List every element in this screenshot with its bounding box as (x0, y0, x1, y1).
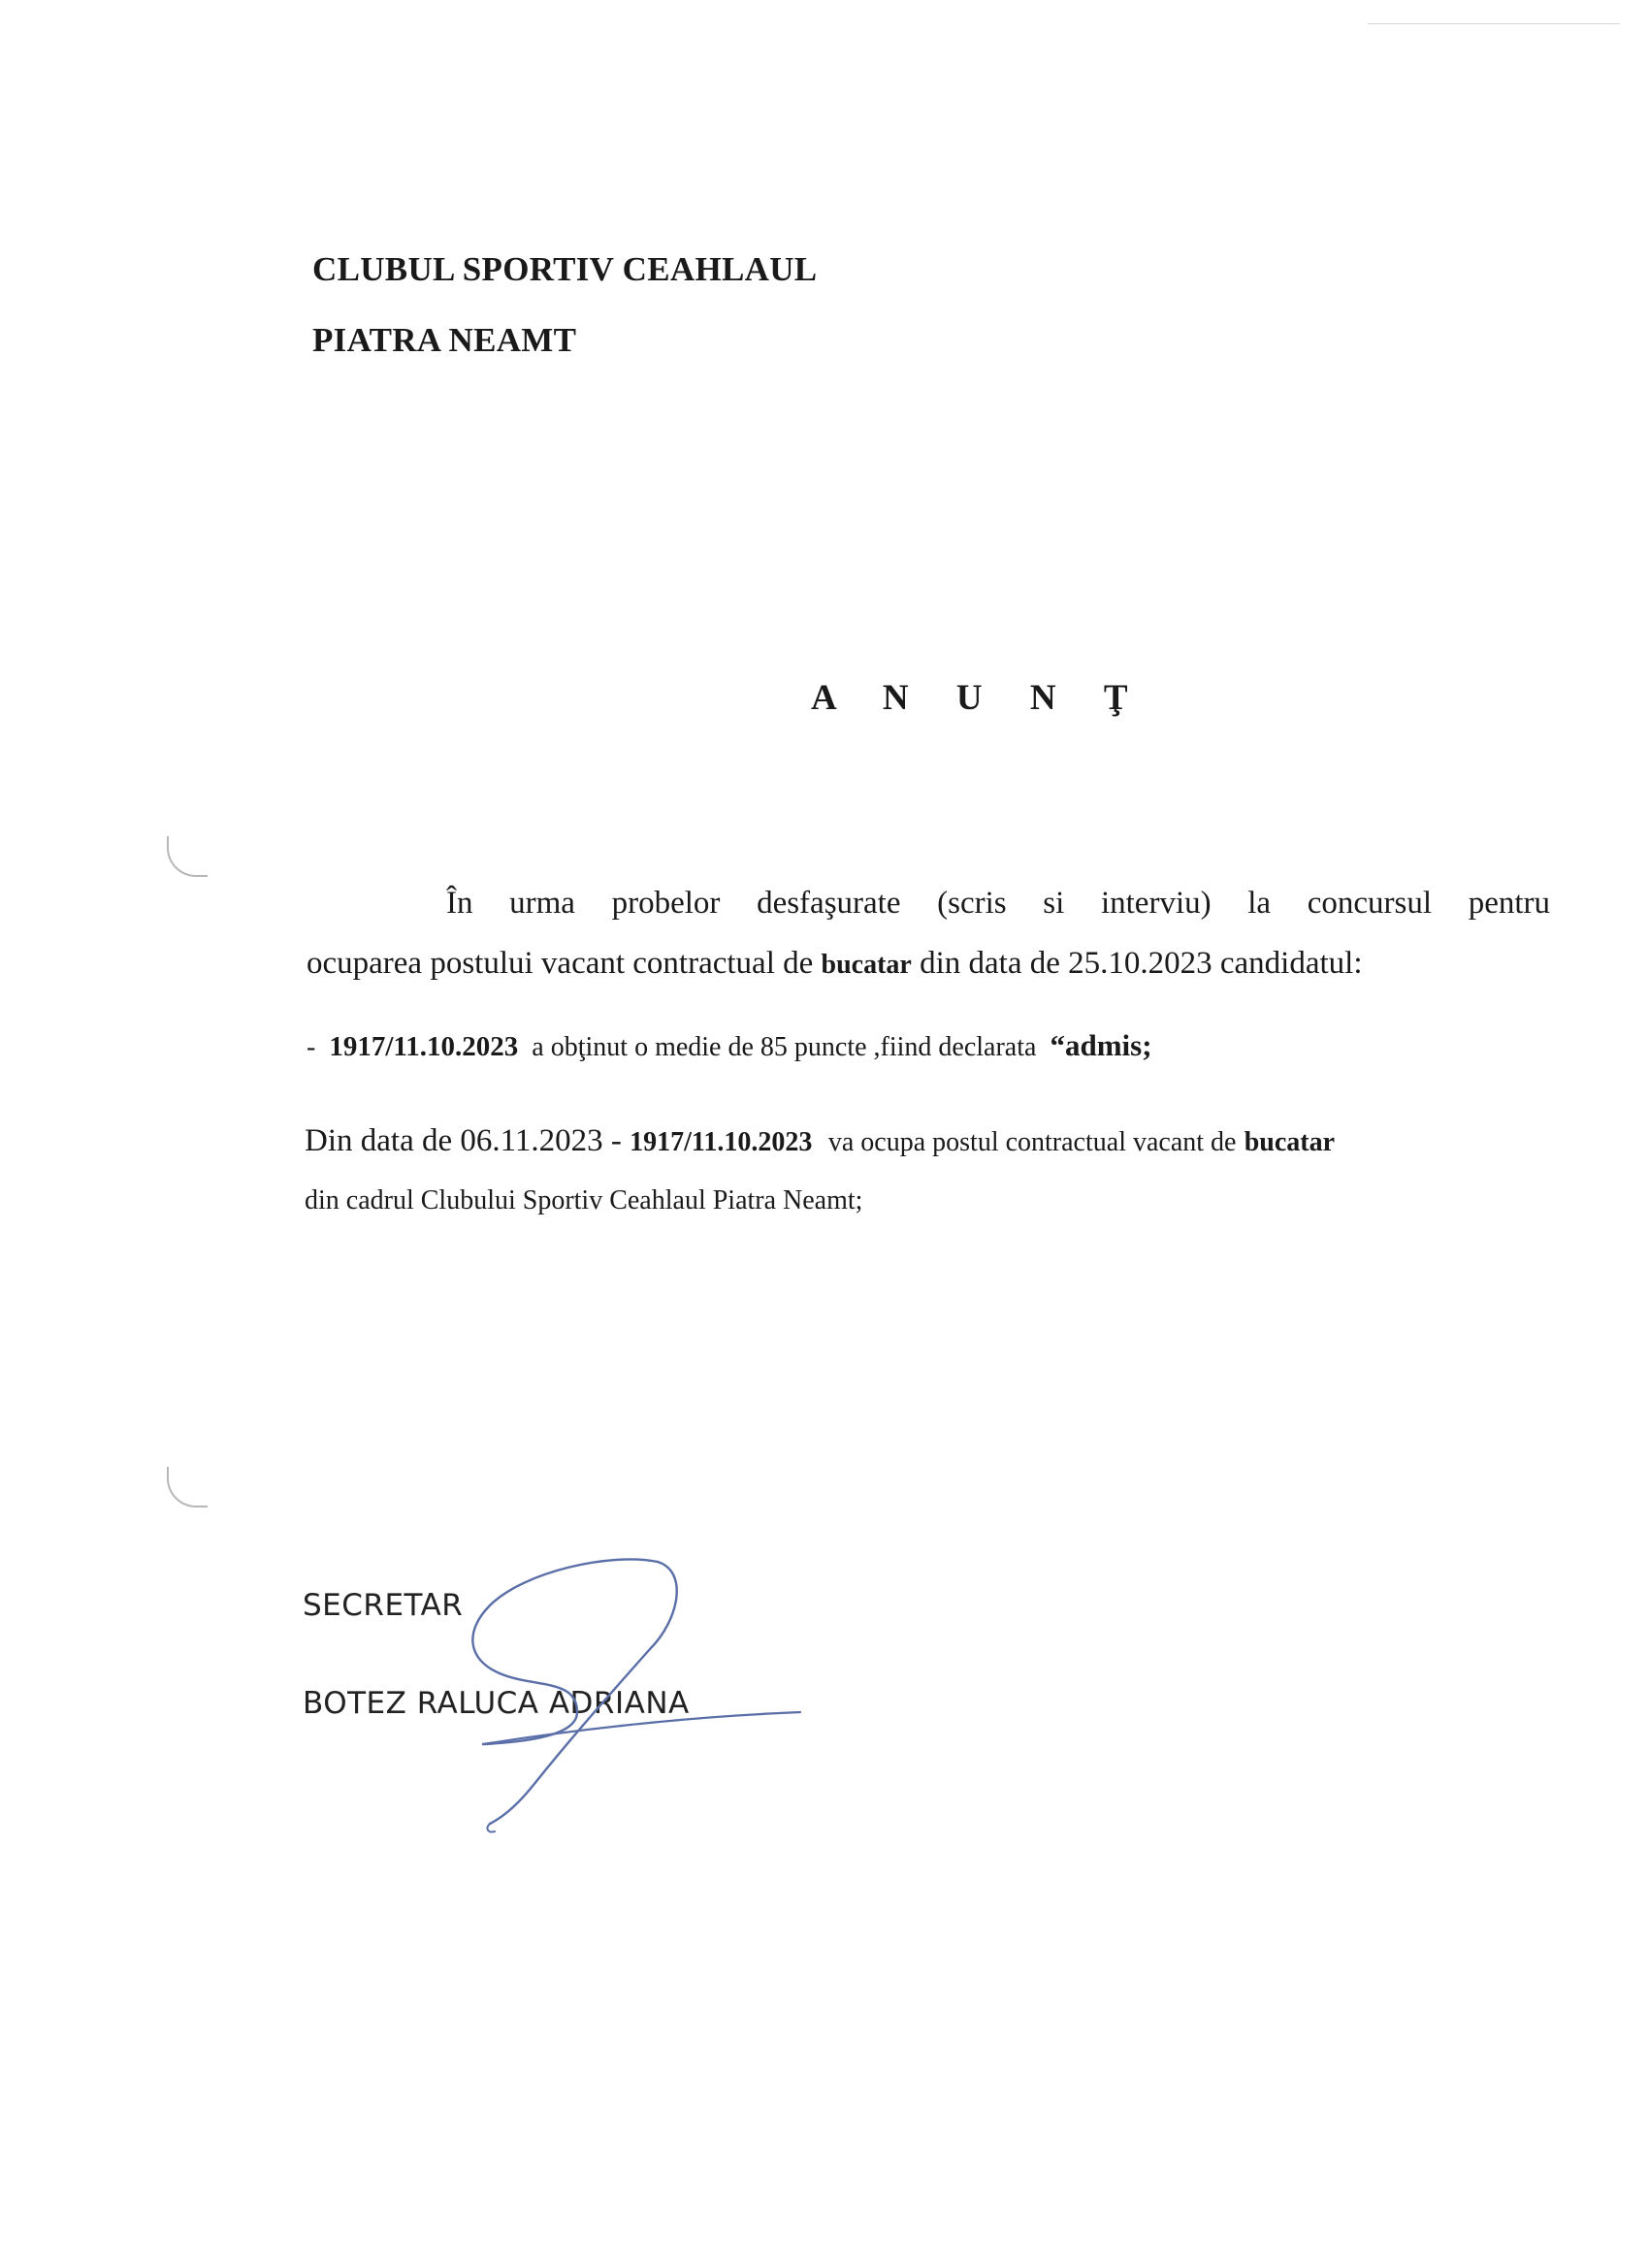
signature-stroke (490, 1562, 677, 1824)
paragraph-line (307, 933, 1550, 995)
punch-hole-mark (167, 1467, 208, 1507)
announcement-paragraph (307, 873, 1550, 995)
list-dash: - (307, 1032, 316, 1062)
paragraph-line: din cadrul Clubului Sportiv Ceahlaul Piatra Neamt; (305, 1185, 863, 1215)
candidate-id: 1917/11.10.2023 (329, 1031, 519, 1062)
candidate-id: 1917/11.10.2023 (630, 1127, 813, 1157)
organization-name: CLUBUL SPORTIV CEAHLAUL (312, 250, 818, 288)
paragraph-line (305, 1112, 1552, 1172)
signature-stroke (488, 1824, 495, 1831)
result-status: “admis; (1050, 1028, 1152, 1062)
result-text: a obţinut o medie de 85 puncte ,fiind declarata (532, 1032, 1037, 1062)
handwritten-signature (407, 1533, 834, 1843)
result-item (307, 1028, 1152, 1063)
paragraph-text: va ocupa postul contractual vacant de (827, 1127, 1237, 1157)
job-title: bucatar (821, 950, 912, 980)
signature-stroke (472, 1559, 658, 1744)
job-title: bucatar (1244, 1127, 1336, 1157)
paragraph-text: Din data de 06.11.2023 - (305, 1123, 622, 1158)
appointment-paragraph (305, 1112, 1552, 1230)
signatory-role: SECRETAR (303, 1588, 464, 1623)
signatory-name: BOTEZ RALUCA ADRIANA (303, 1686, 690, 1721)
paragraph-text: din data de 25.10.2023 candidatul: (920, 946, 1363, 981)
scan-artifact-line (1368, 23, 1620, 24)
document-title: A N U N Ţ (811, 678, 1148, 718)
punch-hole-mark (167, 836, 208, 877)
organization-city: PIATRA NEAMT (312, 321, 577, 359)
paragraph-text: ocuparea postului vacant contractual de (307, 946, 814, 981)
paragraph-line: În urma probelor desfaşurate (scris si interviu) la concursul pentru (446, 886, 1550, 921)
